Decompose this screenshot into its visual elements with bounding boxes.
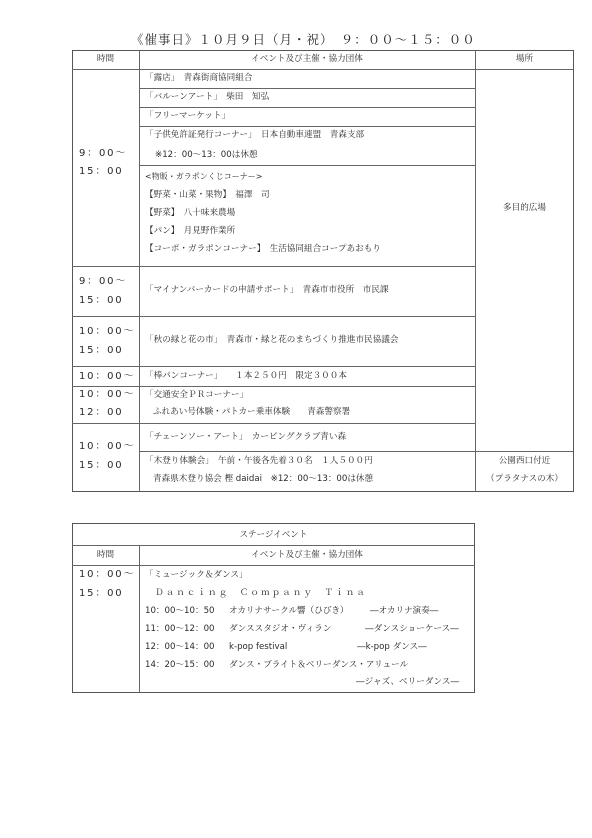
table-divider	[139, 50, 140, 492]
time-start: 10：00～	[79, 371, 136, 382]
event-detail: ふれあい号体験・パトカー乗車体験 青森警察署	[153, 407, 351, 417]
event-row: 【野菜・山菜・果物】 福澤 司	[145, 190, 270, 200]
event-row: 【パン】 月見野作業所	[145, 226, 236, 236]
event-row: 「マイナンバーカードの申請サポート」 青森市市役所 市民課	[145, 285, 389, 295]
time-end: 15：00	[79, 166, 124, 177]
schedule-time: 10：00～10：50	[145, 606, 215, 616]
table-divider	[139, 126, 475, 127]
event-row: 「交通安全ＰＲコーナー」	[145, 390, 249, 400]
table-divider	[72, 423, 475, 424]
table-divider	[475, 50, 476, 492]
place-cell: 公園西口付近	[498, 456, 551, 466]
event-row: 「棒パンコーナー」 １本２５０円 限定３００本	[145, 371, 347, 381]
time-start: 10：00～	[79, 389, 136, 400]
table-divider	[139, 545, 140, 693]
table-divider	[139, 165, 475, 166]
event-row: 【野菜】 八十味来農場	[145, 208, 236, 218]
table-divider	[72, 565, 475, 566]
table-divider	[72, 266, 475, 267]
time-start: 10：00～	[79, 326, 136, 337]
time-end: 12：00	[79, 407, 124, 418]
table-divider	[72, 545, 475, 546]
header-event: イベント及び主催・協力団体	[251, 54, 363, 64]
event-row: 「チェーンソー・アート」 カービングクラブ青い森	[145, 432, 347, 442]
table-divider	[139, 107, 475, 108]
stage-heading: 「ミュージック＆ダンス」	[145, 570, 248, 580]
place-cell: （プラタナスの木）	[486, 474, 563, 484]
table-divider	[72, 386, 475, 387]
schedule-genre: ―ジャズ、ベリーダンス―	[356, 677, 460, 687]
page-title: 《催事日》１０月９日（月・祝） ９：００～１５：００	[131, 32, 476, 47]
time-end: 15：00	[79, 588, 124, 599]
table-divider	[72, 69, 574, 70]
table-divider	[72, 316, 475, 317]
table-divider	[475, 451, 574, 452]
header-time: 時間	[96, 54, 115, 64]
stage-title: ステージイベント	[239, 530, 308, 540]
time-start: 9：00～	[79, 148, 128, 159]
event-row: 「露店」 青森街商協同組合	[145, 73, 253, 83]
time-end: 15：00	[79, 460, 124, 471]
schedule-time: 14：20～15：00	[145, 660, 215, 670]
event-note: ※12：00～13：00は休憩	[155, 150, 258, 160]
header-place: 場所	[515, 54, 534, 64]
schedule-genre: ―ダンスショーケース―	[365, 624, 459, 634]
schedule-group: ダンス・ブライト＆ベリーダンス・アリュール	[229, 660, 409, 670]
event-detail: 青森県木登り協会 樫 daidai ※12：00～13：00は休憩	[153, 474, 374, 484]
time-end: 15：00	[79, 345, 124, 356]
schedule-time: 11：00～12：00	[145, 624, 215, 634]
time-end: 15：00	[79, 295, 124, 306]
time-start: 9：00～	[79, 276, 128, 287]
event-row: 【コーポ・ガラポンコーナー】 生活協同組合コープあおもり	[145, 244, 381, 254]
time-start: 10：00～	[79, 441, 136, 452]
table-divider	[139, 451, 475, 452]
table-divider	[139, 88, 475, 89]
event-row: 「子供免許証発行コーナー」 日本自動車連盟 青森支部	[145, 130, 365, 140]
schedule-genre: ―k-pop ダンス―	[357, 642, 427, 652]
schedule-group: ダンススタジオ・ヴィラン	[229, 624, 332, 634]
header-event: イベント及び主催・協力団体	[251, 550, 363, 560]
table-divider	[72, 366, 475, 367]
place-cell: 多目的広場	[503, 203, 546, 213]
schedule-group: オカリナサークル響（ひびき）	[229, 606, 349, 616]
stage-performer: Ｄａｎｃｉｎｇ Ｃｏｍｐａｎｙ Ｔｉｎａ	[155, 588, 367, 598]
event-row: 「バルーンアート」 柴田 知弘	[145, 92, 270, 102]
schedule-time: 12：00～14：00	[145, 642, 215, 652]
event-row: 「木登り体験会」 午前・午後各先着３０名 １人５００円	[145, 456, 373, 466]
time-start: 10：00～	[79, 569, 136, 580]
event-row: 「秋の緑と花の市」 青森市・緑と花のまちづくり推進市民協議会	[145, 335, 399, 345]
event-subheading: <物販・ガラポンくじコーナー>	[145, 172, 263, 181]
header-time: 時間	[96, 550, 115, 560]
event-row: 「フリーマーケット」	[145, 111, 231, 121]
schedule-group: k-pop festival	[229, 642, 288, 652]
schedule-genre: ―オカリナ演奏―	[370, 606, 439, 616]
